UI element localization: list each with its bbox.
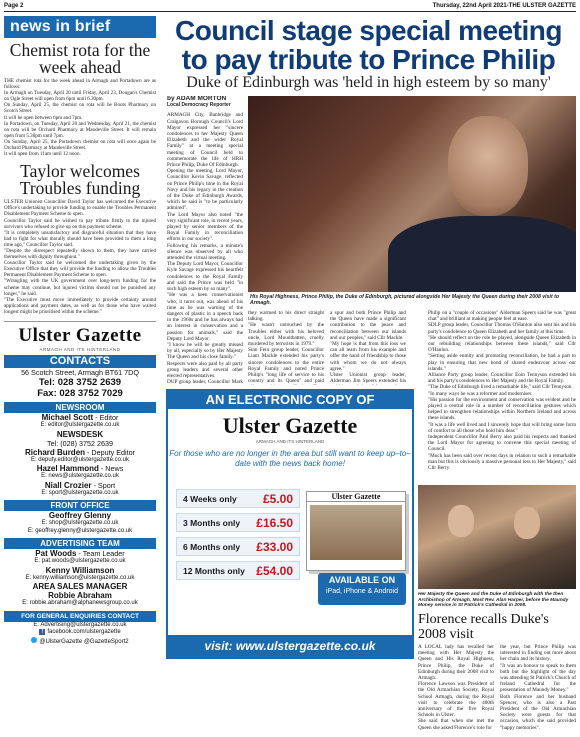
price-label: 12 Months only <box>183 566 245 576</box>
price-label: 6 Months only <box>183 542 241 552</box>
chemist-headline: Chemist rota for the week ahead <box>9 40 151 77</box>
main-subheadline: Duke of Edinburgh was 'held in high esteem by so many' <box>186 74 551 91</box>
paragraph: ULSTER Unionist Councillor David Taylor has welcomed the Executive Office's undertaking to provide funding to enable the Troubles Permanent Disablement Payment Scheme to open. <box>4 199 156 218</box>
price-3-months[interactable] <box>176 513 300 532</box>
twitter-handles[interactable]: @UlsterGazette @GazetteSport2 <box>39 638 129 645</box>
photo-face <box>514 507 540 539</box>
electronic-copy-advert[interactable] <box>166 389 414 659</box>
paragraph: Sinn Fein group leader, Councillor Liam Mackle extended his party's sincere condolences to the entire Royal Family and noted Prince Philip's "long life of service to his country and its Queen" and paid <box>248 347 324 385</box>
paragraph: Florence Lawson was President of the Old Armachian Society, Royal School Armagh, during the Royal visit to celebrate the 400th anniversary of the five Royal Schools in Ulster. <box>418 681 494 719</box>
paragraph: SDLP group leader, Councillor Thomas O'Hanlon also sent his and his party's condolence to Queen Elizabeth and her family at this time. <box>428 322 576 335</box>
ad-leader-name: Pat Woods <box>35 549 77 558</box>
news-in-brief-banner: news in brief <box>4 16 156 38</box>
article-column-4 <box>428 310 576 482</box>
price-label: 3 Months only <box>183 518 241 528</box>
byline-role: Local Democracy Reporter <box>167 102 231 109</box>
visit-website-link[interactable]: visit: www.ulstergazette.co.uk <box>168 635 412 657</box>
paragraph: Following his remarks, a minute's silence was observed by all who attended the virtual meeting. <box>167 242 243 262</box>
telephone: Tel: 028 3752 2639 <box>38 377 122 388</box>
area-sales-email[interactable]: E: robbie.abraham@alphanewsgroup.co.uk <box>22 600 138 606</box>
area-sales-name: Robbie Abraham <box>48 591 112 600</box>
byline: by ADAM MORTON <box>167 96 227 102</box>
paragraph: The Lord Mayor also noted "the very significant role, in recent years, played by senior members of the Royal Family in reconciliation efforts in our society". <box>167 211 243 243</box>
taylor-story <box>4 199 156 315</box>
florence-headline: Florence recalls Duke's 2008 visit <box>418 612 549 642</box>
paragraph: Councillor Taylor said he welcomed the undertaking given by the Executive Office that they will provide the funding to allow the Troubles Permanent Disablement Payment Scheme to open. <box>4 260 156 279</box>
portrait-face <box>448 116 528 216</box>
sport-email[interactable]: E: sport@ulstergazette.co.uk <box>41 489 119 496</box>
paragraph: DUP group leader, Councillor Mark <box>167 379 243 385</box>
paragraph: "He was a keen conservationist who, it turns out, was ahead of his time as he was warning of the dangers of plastic in a speech back in the 1960s and he has always had an interest in conservation and a passion for animals," said the Deputy Lord Mayor. <box>167 292 243 342</box>
paragraph: a spur and both Prince Philip and the Queen have made a significant contribution to the peace and reconciliation between our islands and our peoples," said Cllr Mackle. <box>330 310 406 341</box>
paragraph: "In many ways he was a reformer and moderniser. <box>428 390 533 397</box>
paragraph: "The Executive must move immediately to provide certainty around applications and payment dates, as well as for those who have waited longest might be prioritised within the scheme." <box>4 296 156 315</box>
available-devices: iPad, iPhone & Android <box>326 588 398 595</box>
article-column-3 <box>330 310 406 385</box>
masthead-logo: Ulster Gazette <box>4 321 156 347</box>
ad-rep-name: Kenny Williamson <box>45 565 115 575</box>
shop-email[interactable]: E: shop@ulstergazette.co.uk <box>41 520 119 526</box>
newsdesk-tel: Tel: (028) 3752 2639 <box>47 438 113 448</box>
advert-pitch: For those who are no longer in the area but still want to keep up–to–date with the news back home! <box>169 449 411 468</box>
deputy-role: - Deputy Editor <box>85 447 135 457</box>
ad-rep-email[interactable]: E: kenny.williamson@ulstergazette.co.uk <box>25 574 135 581</box>
paragraph: Councillor Taylor said he wished to pay tribute firstly to the injured survivors who refused to give up on this payment scheme. <box>4 217 156 230</box>
photo-caption: His Royal Highness, Prince Philip, the Duke of Edinburgh, pictured alongside Her Majesty the Queen during their 2008 visit to Armagh. <box>250 294 560 306</box>
paragraph: "He should reflect on the role he played, alongside Queen Elizabeth in our rebuilding relationships between these islands," said Cllr O'Hanlon. <box>428 334 576 354</box>
paragraph: On Sunday, April 25, the Portadown chemist on rota will once again be Orchard Pharmacy at Mandeville Street. <box>4 138 156 152</box>
paragraph: She said that when she met the Queen she asked Florence's role for <box>418 718 494 731</box>
tablet-preview <box>306 491 406 571</box>
paragraph: "My hope is that from this loss we can all learn from his example and offer the hand of friendship to those with whom we do not always agree." <box>330 341 406 372</box>
photo2-caption: Her Majesty the Queen and the Duke of Edinburgh with the then Archbishop of Armagh, Most Rev. Alan Harper, before the Maundy Money service in St Patrick's Cathedral in 2008. <box>418 592 569 609</box>
paragraph: "The Duke of Edinburgh lived a remarkable life," said Cllr Tennyson. <box>428 384 573 391</box>
paragraph: Independent Councillor Paul Berry also paid his respects and thanked the Lord Mayor for agreeing to convene this special meeting of Council. <box>428 434 576 453</box>
editor-name: Michael Scott <box>41 413 94 422</box>
paragraph: Respects were also paid by all party group leaders and several other elected representatives. <box>167 360 243 379</box>
price-value: £33.00 <box>256 540 293 554</box>
general-enquiries-banner: FOR GENERAL ENQUIRIES CONTACT <box>4 611 156 622</box>
price-value: £54.00 <box>256 564 293 578</box>
facebook-icon: f <box>39 629 45 635</box>
masthead-subtitle: ARMAGH AND ITS HINTERLAND <box>39 347 121 352</box>
sport-name: Niall Crozier <box>44 480 92 490</box>
paragraph: "Much has been said over recent days in relation to such a remarkable man but this is obviously a massive personal loss to Her Majesty," said Cllr Berry. <box>428 452 576 472</box>
front-office-name: Geoffrey Glenny <box>48 511 112 520</box>
ad-leader-role: - Team Leader <box>76 549 125 558</box>
area-sales-label: AREA SALES MANAGER <box>32 582 128 591</box>
paragraph: they warmed to his direct straight talking. <box>248 310 324 323</box>
photo-face <box>448 505 474 537</box>
general-enquiries-block <box>4 622 156 647</box>
paragraph: THE chemist rota for the week ahead in Armagh and Portadown are as follows: <box>4 78 156 91</box>
paragraph: It will be open between 6pm and 7pm. <box>4 114 83 121</box>
paragraph: "Setting aside enmity and promoting reconciliation, he had a part to play in ensuring that new bond of shared endeavour across our islands." <box>428 353 576 372</box>
front-office-block <box>4 511 156 535</box>
paragraph: The Deputy Lord Mayor, Councillor Kyle Savage expressed his heartfelt condolences to the Royal Family and said the Prince was held "in such high esteem by so many". <box>167 261 243 293</box>
price-4-weeks[interactable] <box>176 489 300 508</box>
tablet-photo <box>310 505 402 560</box>
advertising-banner: ADVERTISING TEAM <box>4 538 156 549</box>
newsroom-block <box>4 413 156 497</box>
deputy-name: Richard Burden <box>25 447 86 457</box>
paragraph: "It was a life well lived and I sincerely hope that will bring some form of comfort to all those who hold him dear." <box>428 421 576 434</box>
portrait-coat <box>388 216 576 292</box>
editor-email[interactable]: E: editor@ulstergazette.co.uk <box>40 422 120 428</box>
advert-logo: Ulster Gazette <box>222 413 358 438</box>
available-label: AVAILABLE ON <box>328 575 396 585</box>
article-column-2 <box>248 310 324 385</box>
paragraph: "His passion for the environment and conservation was evident and he played a central role in a number of reconciliation gestures which helped to strengthen relationships within Northern Ireland and across these islands. <box>428 396 576 422</box>
advert-logo-subtitle: ARMAGH AND ITS HINTERLAND <box>255 439 325 444</box>
taylor-headline: Taylor welcomes Troubles funding <box>19 161 141 199</box>
news-role: - News <box>98 464 124 473</box>
paragraph: Both Florence and her husband Spencer, who is also a Past President of the Old Armachian Society were guests for that occasion, which she said provided "happy memories". <box>500 693 576 731</box>
florence-column-2 <box>500 644 576 732</box>
prince-philip-photo <box>248 96 576 292</box>
paragraph: "It is completely unsatisfactory and disgraceful situation that they have had to fight for what morally should have been provided to them a long time ago," Councillor Taylor said. <box>4 229 156 248</box>
contacts-block <box>4 368 156 399</box>
queen-duke-photo <box>418 485 576 589</box>
paragraph: "Wrangling with the UK government over long-term funding for the scheme may continue, but injured victims should not be punished any longer," he said. <box>4 278 156 297</box>
contacts-banner: CONTACTS <box>4 355 156 368</box>
price-6-months[interactable] <box>176 537 300 556</box>
page-number: Page 2 <box>4 3 24 9</box>
tablet-masthead: Ulster Gazette <box>307 492 405 502</box>
paragraph: Ulster Unionist group leader, Alderman Jim Speers extended his <box>330 372 406 385</box>
twitter-icon <box>31 637 37 643</box>
price-12-months[interactable] <box>176 561 300 580</box>
fax: Fax: 028 3752 7029 <box>37 388 123 399</box>
facebook-link[interactable]: facebook.com/ulstergazette <box>47 629 121 635</box>
newsroom-banner: NEWSROOM <box>4 402 156 413</box>
paragraph: In Armagh on Tuesday, April 20 until Friday, April 23, Dougan's Chemist on Ogle Street will open from 6pm until 6.30pm. <box>4 90 156 103</box>
newsdesk-label: NEWSDESK <box>56 429 104 439</box>
advert-header: AN ELECTRONIC COPY OF <box>168 391 412 409</box>
editor-role: - Editor <box>93 413 119 422</box>
paragraph: A LOCAL lady has recalled her meeting with Her Majesty the Queen and His Royal Highness, Prince Philip, the Duke of Edinburgh during their 2008 visit to Armagh. <box>418 644 494 682</box>
paragraph: "It was an honour to speak to them both but the highlight of the day was attending St Patrick's Church of Ireland Cathedral for the presentation of Maundy Money." <box>500 662 576 694</box>
paragraph: "I know he will be greatly missed by all, especially so by Her Majesty The Queen and his close family." <box>167 341 243 361</box>
paragraph: Alliance Party group leader, Councillor Eoin Tennyson extended his and his party's condolences to Her Majesty and the Royal Family. <box>428 372 576 385</box>
florence-column-1 <box>418 644 494 732</box>
geoffrey-email[interactable]: E: geoffrey.glenny@ulstergazette.co.uk <box>27 527 133 534</box>
left-column <box>4 16 156 732</box>
price-label: 4 Weeks only <box>183 494 237 504</box>
paragraph: It will open from 11am until 12 noon. <box>4 151 81 158</box>
available-badge <box>318 573 406 605</box>
paragraph: ARMAGH City, Banbridge and Craigavon Borough Council's Lord Mayor expressed her "sincere condolences to her Majesty Queen Elizabeth and the wider Royal Family" at a meeting special meeting of Council held to commemorate the life of HRH Prince Philip, Duke Of Edinburgh. <box>167 112 243 169</box>
advertising-email[interactable]: E: Advertising@ulstergazette.co.uk <box>33 621 127 628</box>
paragraph: "He wasn't untouched by the Troubles either with his beloved uncle, Lord Mountbatten, cruelly murdered by terrorists in 1979." <box>248 322 324 348</box>
ad-leader-email[interactable]: E: pat.woods@ulstergazette.co.uk <box>34 558 126 564</box>
deputy-email[interactable]: E: deputy.editor@ulstergazette.co.uk <box>30 456 130 463</box>
page-header <box>4 2 576 12</box>
article-column-1 <box>167 96 243 385</box>
paragraph: Opening the meeting, Lord Mayor, Councillor Kevin Savage, reflected on Prince Philip's time in the Royal Navy and his legacy in the creation of the Duke of Edinburgh Awards, which he said is "to be particularly admired". <box>167 168 243 212</box>
paragraph: Philip on a "couple of occasions" Alderman Speers said he was "great chat" and brilliant at making people feel at ease. <box>428 310 576 323</box>
price-value: £16.50 <box>256 516 293 530</box>
address: 56 Scotch Street, Armagh BT61 7DQ <box>21 368 139 377</box>
issue-date: Thursday, 22nd April 2021-THE ULSTER GAZETTE <box>432 3 576 9</box>
paragraph: the year, but Prince Philip was interested in finding out more about her chain and its history. <box>500 644 576 663</box>
price-value: £5.00 <box>262 492 293 506</box>
chemist-story <box>4 78 156 157</box>
news-email[interactable]: E: news@ulstergazette.co.uk <box>41 473 119 479</box>
paragraph: In Portadown, on Tuesday, April 20 and Wednesday, April 21, the chemist on rota will be Orchard Pharmacy at Mandeville Street. It will remain open from 5.30pm until 7pm. <box>4 120 156 139</box>
paragraph: "Despite the disrespect repeatedly shown to them, they have carried themselves with dignity throughout." <box>4 247 156 261</box>
sport-role: - Sport <box>91 480 116 490</box>
news-name: Hazel Hammond <box>36 464 99 473</box>
paragraph: On Sunday, April 25, the chemist on rota will be Boots Pharmacy on Scotch Street. <box>4 102 156 115</box>
main-headline: Council stage special meeting to pay tribute to Prince Philip <box>175 15 562 75</box>
advertising-block <box>4 549 156 608</box>
front-office-banner: FRONT OFFICE <box>4 500 156 511</box>
